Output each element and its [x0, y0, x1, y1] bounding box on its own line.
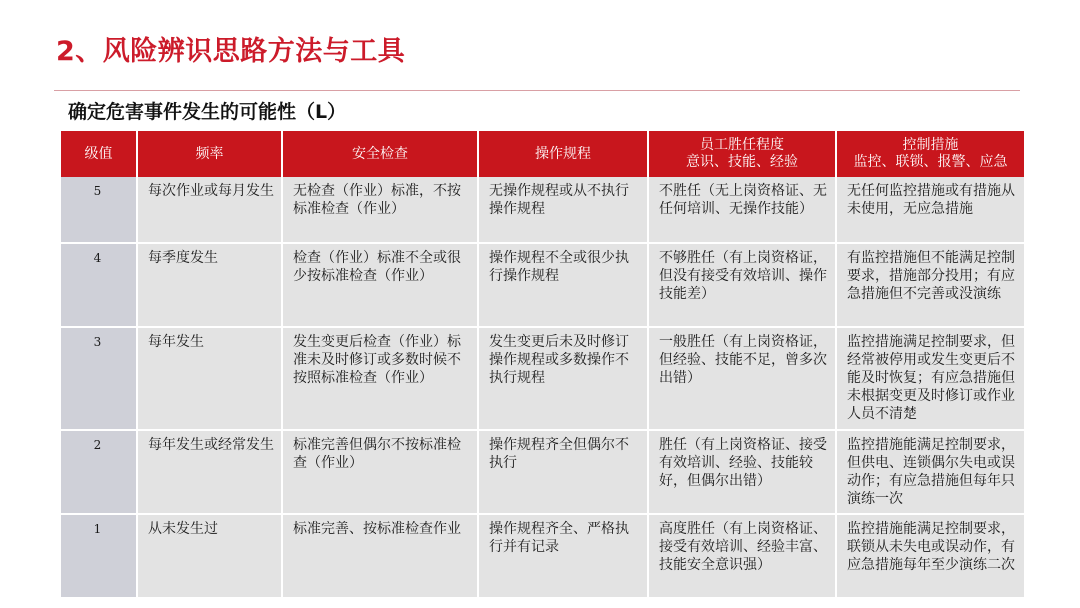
cell-control: 监控措施满足控制要求，但经常被停用或发生变更后不能及时恢复；有应急措施但未根据变更及时修订或作业人员不清楚	[836, 327, 1024, 430]
header-frequency	[137, 131, 282, 177]
header-procedure	[478, 131, 648, 177]
header-control-sublabel: 监控、联锁、报警、应急	[853, 154, 1008, 170]
cell-level: 1	[61, 514, 137, 598]
cell-procedure: 发生变更后未及时修订操作规程或多数操作不执行规程	[478, 327, 648, 430]
cell-control: 无任何监控措施或有措施从未使用，无应急措施	[836, 177, 1024, 243]
cell-inspection: 检查（作业）标准不全或很少按标准检查（作业）	[282, 243, 478, 327]
cell-procedure: 无操作规程或从不执行操作规程	[478, 177, 648, 243]
table-row	[61, 177, 1024, 243]
cell-frequency: 每季度发生	[137, 243, 282, 327]
cell-inspection: 无检查（作业）标准，不按标准检查（作业）	[282, 177, 478, 243]
header-competence-label: 员工胜任程度	[700, 137, 784, 153]
header-inspection-label: 安全检查	[352, 145, 408, 162]
cell-procedure: 操作规程齐全、严格执行并有记录	[478, 514, 648, 598]
header-frequency-label: 频率	[195, 145, 224, 162]
cell-inspection: 发生变更后检查（作业）标准未及时修订或多数时候不按照标准检查（作业）	[282, 327, 478, 430]
title-divider	[54, 90, 1020, 91]
cell-frequency: 每年发生或经常发生	[137, 430, 282, 514]
cell-frequency: 每年发生	[137, 327, 282, 430]
cell-competence: 不胜任（无上岗资格证、无任何培训、无操作技能）	[648, 177, 836, 243]
table-header-row	[61, 131, 1024, 177]
cell-level: 3	[61, 327, 137, 430]
cell-inspection: 标准完善、按标准检查作业	[282, 514, 478, 598]
cell-competence: 高度胜任（有上岗资格证、接受有效培训、经验丰富、技能安全意识强）	[648, 514, 836, 598]
cell-competence: 胜任（有上岗资格证、接受有效培训、经验、技能较好，但偶尔出错）	[648, 430, 836, 514]
header-inspection	[282, 131, 478, 177]
header-procedure-label: 操作规程	[535, 145, 591, 162]
table-subtitle: 确定危害事件发生的可能性（L）	[68, 101, 347, 123]
cell-competence: 一般胜任（有上岗资格证，但经验、技能不足，曾多次出错）	[648, 327, 836, 430]
cell-procedure: 操作规程齐全但偶尔不执行	[478, 430, 648, 514]
cell-control: 有监控措施但不能满足控制要求，措施部分投用；有应急措施但不完善或没演练	[836, 243, 1024, 327]
header-level	[61, 131, 137, 177]
table-row	[61, 514, 1024, 598]
header-competence	[648, 131, 836, 177]
header-control-label: 控制措施	[902, 137, 959, 153]
cell-control: 监控措施能满足控制要求，联锁从未失电或误动作，有应急措施每年至少演练二次	[836, 514, 1024, 598]
table-row	[61, 243, 1024, 327]
header-control	[836, 131, 1024, 177]
cell-frequency: 每次作业或每月发生	[137, 177, 282, 243]
cell-inspection: 标准完善但偶尔不按标准检查（作业）	[282, 430, 478, 514]
cell-competence: 不够胜任（有上岗资格证，但没有接受有效培训、操作技能差）	[648, 243, 836, 327]
table-row	[61, 327, 1024, 430]
header-level-label: 级值	[84, 145, 113, 162]
cell-level: 5	[61, 177, 137, 243]
cell-control: 监控措施能满足控制要求，但供电、连锁偶尔失电或误动作；有应急措施但每年只演练一次	[836, 430, 1024, 514]
table-row	[61, 430, 1024, 514]
cell-level: 2	[61, 430, 137, 514]
cell-level: 4	[61, 243, 137, 327]
slide-title: 2、风险辨识思路方法与工具	[56, 36, 406, 67]
cell-procedure: 操作规程不全或很少执行操作规程	[478, 243, 648, 327]
cell-frequency: 从未发生过	[137, 514, 282, 598]
header-competence-sublabel: 意识、技能、经验	[686, 154, 798, 170]
likelihood-table	[61, 131, 1024, 599]
